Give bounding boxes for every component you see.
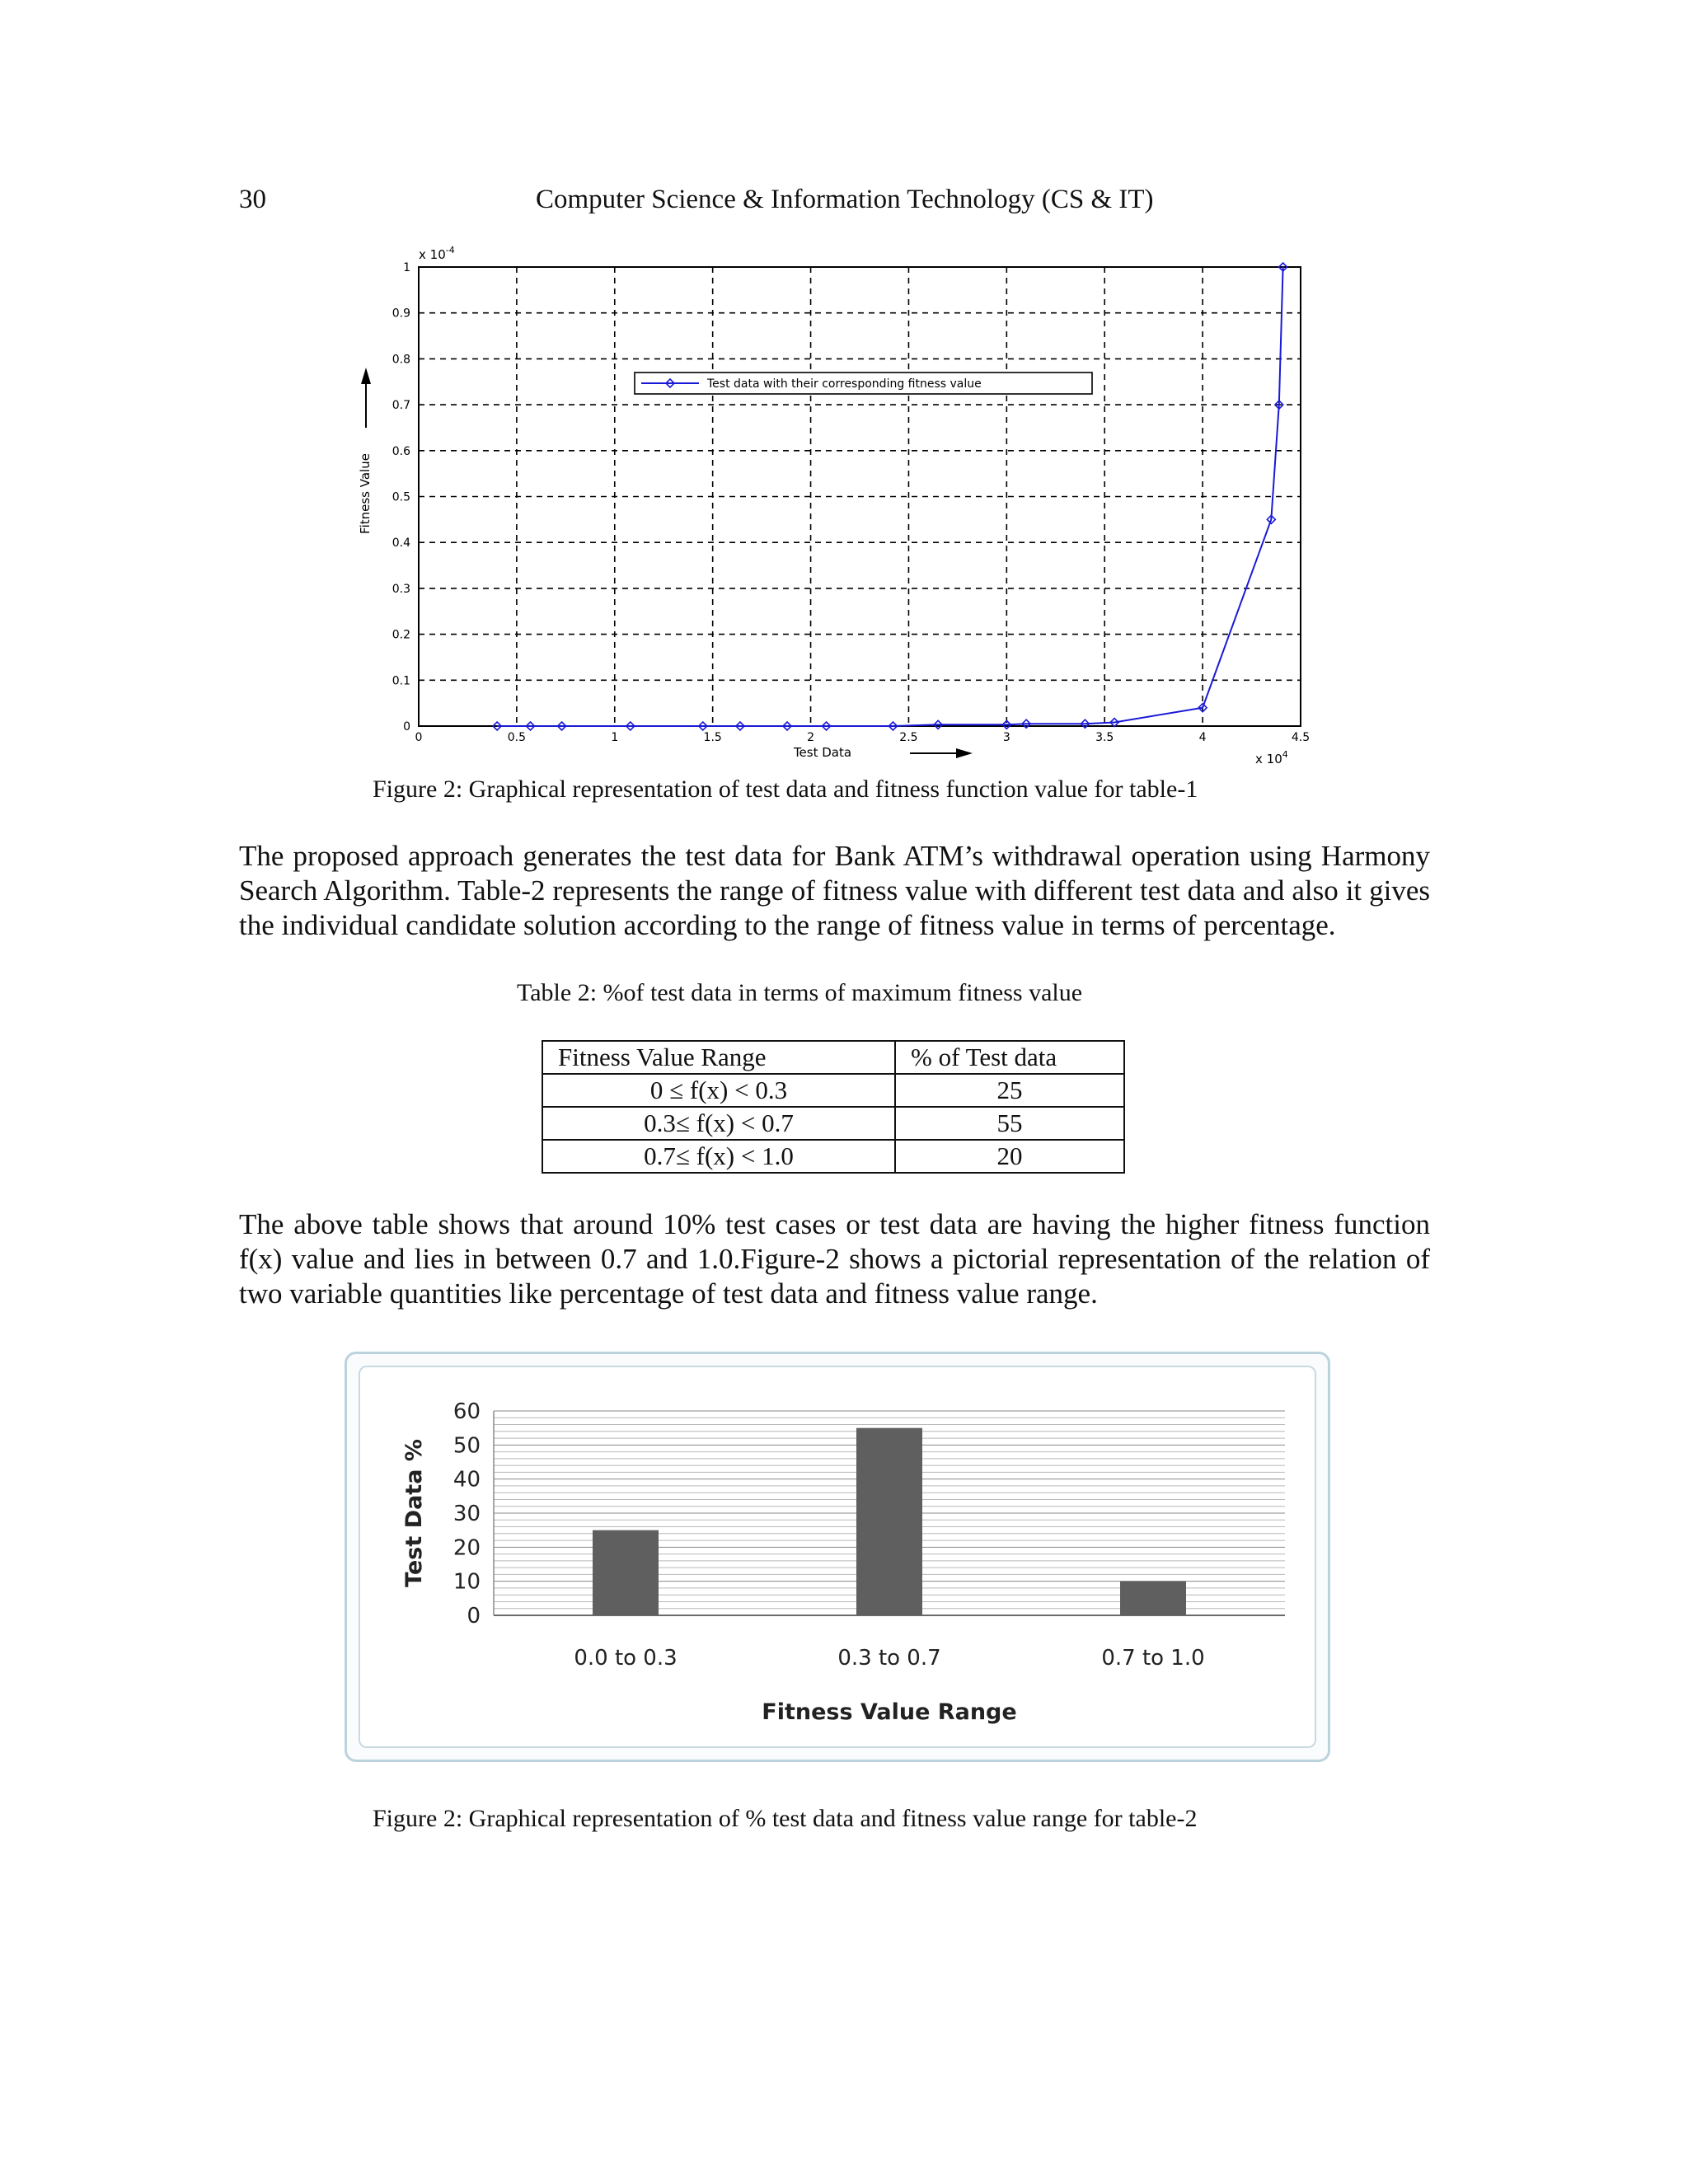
y-exponent-power: -4 [445, 245, 455, 255]
x-tick-label: 4.5 [1291, 731, 1311, 744]
x-tick-label: 0.5 [507, 731, 527, 744]
bar [593, 1530, 659, 1615]
x-axis-arrowhead [956, 748, 973, 758]
legend-label: Test data with their corresponding fitness value [707, 377, 982, 391]
bar [856, 1428, 922, 1615]
x-tick-label: 1.5 [703, 731, 722, 744]
page-number: 30 [239, 185, 266, 214]
y-tick-label: 0 [467, 1604, 481, 1629]
y-tick-label: 0.1 [392, 674, 410, 688]
x-exponent-power: 4 [1282, 749, 1288, 760]
table-cell: 20 [895, 1140, 1124, 1173]
figure2-bar-chart [360, 1367, 1313, 1745]
bar [1120, 1582, 1186, 1615]
paragraph-1-text: The proposed approach generates the test data for Bank ATM’s withdrawal operation using Harmony Search Algorithm. Table-2 represents the range of fitness value with different test data and also it gives the individual candidate solution according to the range of fitness value in terms of percentage. [239, 840, 1430, 941]
x-axis-label: Fitness Value Range [762, 1699, 1017, 1725]
paragraph-2 [239, 1207, 1430, 1311]
figure1-line-chart [346, 239, 1335, 775]
paragraph-1 [239, 839, 1430, 943]
table-row [542, 1074, 1124, 1107]
table2-caption: Table 2: %of test data in terms of maximum fitness value [517, 979, 1083, 1006]
figure2-caption: Figure 2: Graphical representation of % test data and fitness value range for table-2 [373, 1805, 1198, 1832]
x-tick-label: 3.5 [1095, 731, 1114, 744]
table-header-cell: % of Test data [895, 1041, 1124, 1074]
page-header [239, 185, 1430, 223]
y-tick-label: 50 [452, 1433, 481, 1459]
table-row [542, 1140, 1124, 1173]
figure1-caption: Figure 2: Graphical representation of test data and fitness function value for table-1 [373, 776, 1198, 803]
y-tick-label: 20 [452, 1535, 481, 1561]
table-cell: 55 [895, 1107, 1124, 1140]
figure2-chart-frame [345, 1352, 1330, 1762]
table-cell: 25 [895, 1074, 1124, 1107]
y-tick-label: 0.6 [392, 444, 410, 458]
x-tick-label: 1 [611, 731, 619, 744]
y-axis-arrowhead [361, 368, 371, 384]
y-tick-label: 0.2 [392, 628, 410, 642]
x-tick-label: 0 [415, 731, 423, 744]
y-tick-label: 0.3 [392, 582, 410, 596]
y-axis-label: Test Data % [401, 1439, 427, 1587]
x-tick-label: 0.3 to 0.7 [837, 1646, 941, 1671]
y-tick-label: 0.7 [392, 399, 410, 413]
y-tick-label: 0.9 [392, 307, 410, 321]
table-header-cell: Fitness Value Range [542, 1041, 895, 1074]
paragraph-2-text: The above table shows that around 10% test cases or test data are having the higher fitness function f(x) value and lies in between 0.7 and 1.0.Figure-2 shows a pictorial representation of the relation of two variable quantities like percentage of test data and fitness value range. [239, 1208, 1430, 1310]
x-tick-label: 0.0 to 0.3 [574, 1646, 678, 1671]
x-tick-label: 3 [1002, 731, 1010, 744]
x-tick-label: 0.7 to 1.0 [1101, 1646, 1205, 1671]
x-tick-label: 2.5 [899, 731, 918, 744]
y-axis-label: Fitness Value [358, 453, 373, 534]
x-exponent: x $10^4$ [1255, 749, 1288, 766]
y-exponent: x $10^{-4}$ [419, 245, 455, 262]
table-cell: 0.7≤ f(x) < 1.0 [542, 1140, 895, 1173]
y-tick-label: 1 [403, 261, 410, 274]
y-tick-label: 30 [452, 1502, 481, 1526]
table-cell: 0.3≤ f(x) < 0.7 [542, 1107, 895, 1140]
journal-title: Computer Science & Information Technology (CS & IT) [536, 185, 1154, 214]
x-tick-label: 4 [1198, 731, 1207, 744]
y-tick-label: 0 [403, 720, 410, 733]
y-tick-label: 0.4 [392, 537, 410, 551]
table-header-row [542, 1041, 1124, 1074]
x-axis-label: Test Data [793, 745, 852, 760]
y-tick-label: 10 [452, 1569, 481, 1595]
table2 [542, 1040, 1125, 1174]
x-tick-label: 2 [807, 731, 815, 744]
y-tick-label: 0.5 [392, 490, 410, 504]
table-row [542, 1107, 1124, 1140]
y-tick-label: 60 [452, 1399, 481, 1424]
y-tick-label: 40 [452, 1467, 481, 1493]
y-tick-label: 0.8 [392, 353, 410, 367]
figure2-chart-area [359, 1366, 1316, 1748]
table-cell: 0 ≤ f(x) < 0.3 [542, 1074, 895, 1107]
